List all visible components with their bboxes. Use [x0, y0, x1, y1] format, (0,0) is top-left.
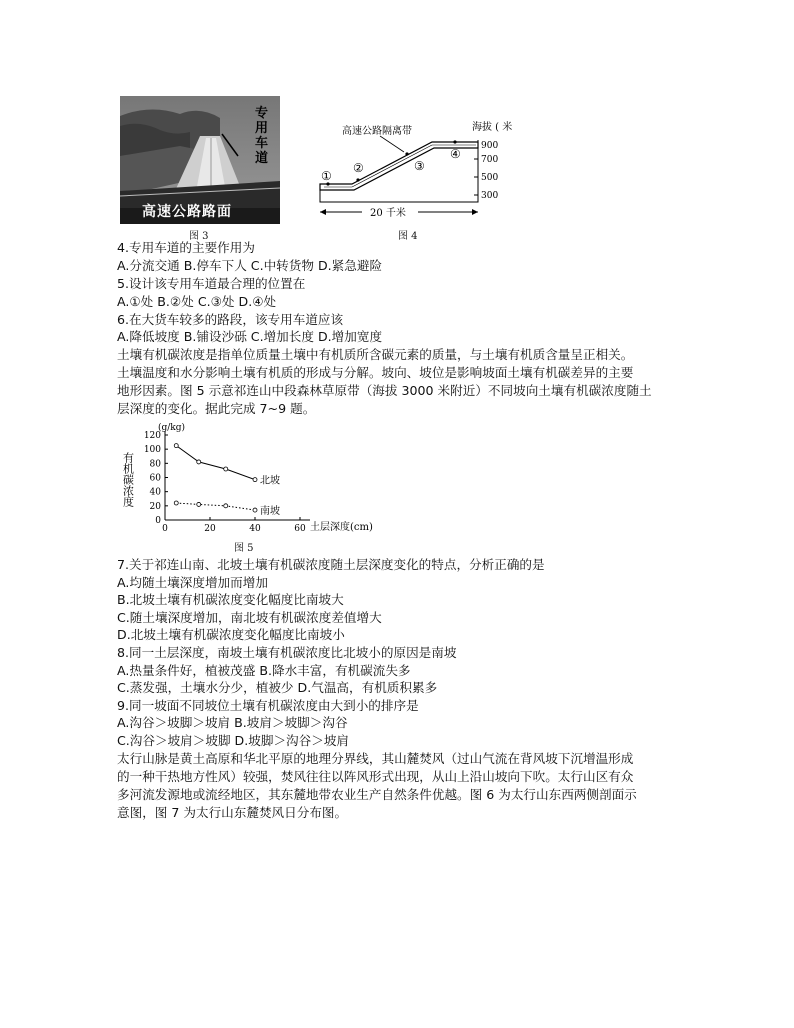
intro1-line3: 地形因素。图 5 示意祁连山中段森林草原带（海拔 3000 米附近）不同坡向土壤有机碳浓度随土: [117, 383, 652, 398]
q7-option-a: A.均随土壤深度增加而增加: [117, 575, 268, 590]
q7-option-b: B.北坡土壤有机碳浓度变化幅度比南坡大: [117, 592, 344, 607]
series-label: 南坡: [260, 506, 280, 518]
data-point: [224, 504, 228, 508]
data-point: [224, 467, 228, 471]
q9-options-cd: C.沟谷＞坡肩＞坡脚 D.坡脚＞沟谷＞坡肩: [117, 733, 350, 748]
lane-label: 专用车道: [255, 106, 269, 166]
marker-4: ④: [450, 147, 461, 161]
q9-options-ab: A.沟谷＞坡脚＞坡肩 B.坡肩＞坡脚＞沟谷: [117, 715, 348, 730]
y-tick-label: 40: [149, 487, 161, 498]
altitude-label: 海拔 ( 米: [472, 122, 513, 133]
y-unit: (g/kg): [158, 423, 186, 433]
distance-label: 20 千米: [370, 208, 406, 219]
data-point: [197, 502, 201, 506]
x-tick-label: 60: [294, 524, 306, 534]
data-point: [174, 501, 178, 505]
series-label: 北坡: [260, 475, 280, 487]
intro1-line2: 土壤温度和水分影响土壤有机质的形成与分解。坡向、坡位是影响坡面土壤有机碳差异的主要: [117, 365, 634, 380]
tick-900: 900: [481, 141, 499, 151]
q4-options: A.分流交通 B.停车下人 C.中转货物 D.紧急避险: [117, 258, 383, 273]
y-tick-label: 0: [155, 516, 161, 526]
q7-option-c: C.随土壤深度增加，南北坡有机碳浓度差值增大: [117, 610, 382, 625]
y-tick-label: 60: [149, 473, 161, 484]
x-tick-label: 40: [249, 524, 261, 534]
q5-stem: 5.设计该专用车道最合理的位置在: [117, 276, 306, 291]
tick-500: 500: [481, 173, 499, 183]
road-profile-diagram: [310, 112, 525, 227]
figure4-caption: 图 4: [398, 231, 418, 242]
data-point: [253, 478, 257, 482]
data-point: [174, 444, 178, 448]
q8-options-ab: A.热量条件好，植被茂盛 B.降水丰富，有机碳流失多: [117, 663, 411, 678]
x-tick-label: 0: [162, 524, 168, 534]
intro2-line1: 太行山脉是黄土高原和华北平原的地理分界线，其山麓焚风（过山气流在背风坡下沉增温形成: [117, 751, 634, 766]
series-line-1: [176, 503, 255, 510]
median-label: 高速公路隔离带: [342, 126, 412, 137]
q8-stem: 8.同一土层深度，南坡土壤有机碳浓度比北坡小的原因是南坡: [117, 645, 457, 660]
q5-options: A.①处 B.②处 C.③处 D.④处: [117, 294, 277, 309]
y-tick-label: 120: [143, 431, 161, 441]
marker-1: ①: [321, 169, 332, 183]
q6-stem: 6.在大货车较多的路段，该专用车道应该: [117, 312, 344, 327]
road-label: 高速公路路面: [142, 204, 232, 220]
marker-2: ②: [353, 161, 364, 175]
y-tick-label: 80: [149, 459, 161, 470]
q7-stem: 7.关于祁连山南、北坡土壤有机碳浓度随土层深度变化的特点，分析正确的是: [117, 557, 545, 572]
tick-300: 300: [481, 191, 499, 201]
marker-3: ③: [414, 159, 425, 173]
soil-carbon-chart: [120, 420, 390, 550]
q9-stem: 9.同一坡面不同坡位土壤有机碳浓度由大到小的排序是: [117, 698, 419, 713]
intro2-line2: 的一种干热地方性风）较强，焚风往往以阵风形式出现，从山上沿山坡向下吹。太行山区有众: [117, 769, 634, 784]
y-axis-label: 有机碳浓度: [121, 452, 135, 507]
q4-stem: 4.专用车道的主要作用为: [117, 240, 255, 255]
y-tick-label: 20: [149, 501, 161, 512]
y-tick-label: 100: [143, 445, 161, 456]
series-line-0: [176, 446, 255, 480]
data-point: [253, 508, 257, 512]
data-point: [197, 460, 201, 464]
q8-options-cd: C.蒸发强，土壤水分少，植被少 D.气温高，有机质积累多: [117, 680, 438, 695]
highway-photo: [120, 96, 280, 224]
intro2-line4: 意图，图 7 为太行山东麓焚风日分布图。: [117, 805, 348, 820]
intro1-line4: 层深度的变化。据此完成 7~9 题。: [117, 401, 316, 416]
intro1-line1: 土壤有机碳浓度是指单位质量土壤中有机质所含碳元素的质量，与土壤有机质含量呈正相关。: [117, 347, 634, 362]
intro2-line3: 多河流发源地或流经地区，其东麓地带农业生产自然条件优越。图 6 为太行山东西两侧剖面示: [117, 787, 637, 802]
figure5-caption: 图 5: [234, 543, 254, 554]
x-tick-label: 20: [204, 524, 216, 534]
x-axis-label: 土层深度(cm): [310, 522, 373, 533]
tick-700: 700: [481, 155, 499, 165]
q7-option-d: D.北坡土壤有机碳浓度变化幅度比南坡小: [117, 627, 345, 642]
figure3-caption: 图 3: [189, 231, 209, 242]
q6-options: A.降低坡度 B.铺设沙砾 C.增加长度 D.增加宽度: [117, 329, 383, 344]
